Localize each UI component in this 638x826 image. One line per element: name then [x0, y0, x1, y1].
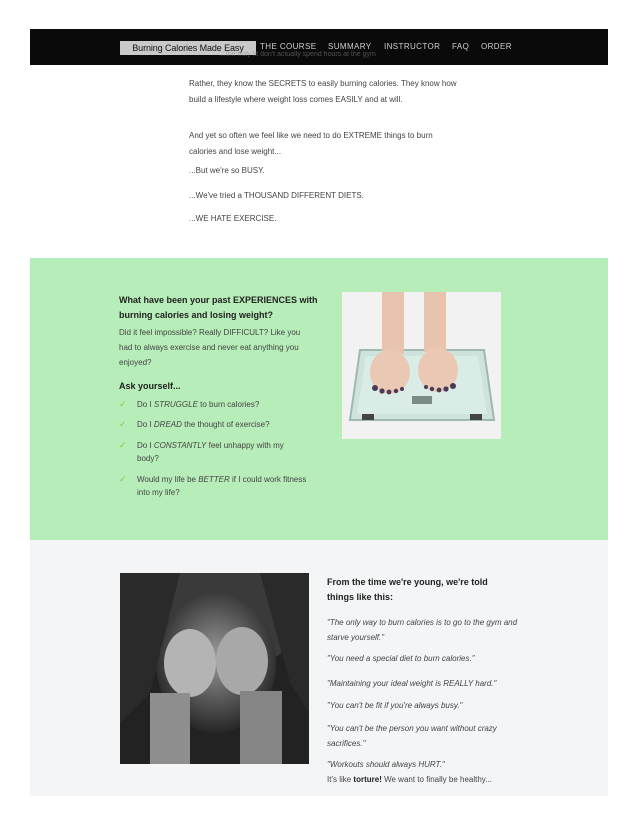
site-logo[interactable]: Burning Calories Made Easy [120, 41, 256, 55]
checklist-item-struggle: Do I STRUGGLE to burn calories? [137, 400, 260, 409]
checklist-item-unhappy: Do I CONSTANTLY feel unhappy with my body? [137, 441, 284, 463]
intro-paragraph-secrets: Rather, they know the SECRETS to easily burning calories. They know how build a lifestyle where weight loss comes EASILY and at will. [189, 79, 457, 104]
checkmark-icon: ✓ [119, 474, 127, 484]
told-closing-line: It's like torture! We want to finally be healthy... [327, 775, 492, 784]
quote-special-diet: "You need a special diet to burn calories." [327, 654, 475, 663]
intro-paragraph-extreme: And yet so often we feel like we need to do EXTREME things to burn calories and lose weight... [189, 131, 433, 156]
checkmark-icon: ✓ [119, 440, 127, 450]
nav-item-summary[interactable]: SUMMARY [328, 42, 372, 51]
nav-item-instructor[interactable]: INSTRUCTOR [384, 42, 441, 51]
quote-ideal-weight: "Maintaining your ideal weight is REALLY hard." [327, 679, 497, 688]
nav-item-faq[interactable]: FAQ [452, 42, 470, 51]
scale-feet-image [342, 292, 501, 439]
quote-gym-starve: "The only way to burn calories is to go to the gym and starve yourself." [327, 618, 518, 642]
quote-crazy-sacrifices: "You can't be the person you want without crazy sacrifices." [327, 724, 497, 748]
overlapped-intro-text: ...the truly fit don't actually spend hours at the gym [220, 51, 376, 58]
intro-paragraph-diets: ...We've tried a THOUSAND DIFFERENT DIETS. [189, 191, 364, 200]
experiences-body: Did it feel impossible? Really DIFFICULT? Like you had to always exercise and never eat anything you enjoyed? [119, 328, 301, 367]
quote-always-busy: "You can't be fit if you're always busy." [327, 701, 463, 710]
checklist-item-dread: Do I DREAD the thought of exercise? [137, 420, 270, 429]
experiences-section [30, 258, 608, 540]
nav-item-order[interactable]: ORDER [481, 42, 512, 51]
checklist-item-better: Would my life be BETTER if I could work fitness into my life? [137, 475, 307, 497]
checkmark-icon: ✓ [119, 419, 127, 429]
quote-workouts-hurt: "Workouts should always HURT." [327, 760, 445, 769]
checkmark-icon: ✓ [119, 399, 127, 409]
ask-yourself-heading: Ask yourself... [119, 381, 181, 391]
nav-item-the-course[interactable]: THE COURSE [260, 42, 317, 51]
stressed-woman-photo [120, 573, 309, 764]
intro-paragraph-exercise: ...WE HATE EXERCISE. [189, 214, 277, 223]
intro-paragraph-busy: ...But we're so BUSY. [189, 166, 265, 175]
told-heading: From the time we're young, we're told things like this: [327, 577, 488, 602]
top-navigation-bar [30, 29, 608, 65]
experiences-heading: What have been your past EXPERIENCES with burning calories and losing weight? [119, 295, 318, 320]
